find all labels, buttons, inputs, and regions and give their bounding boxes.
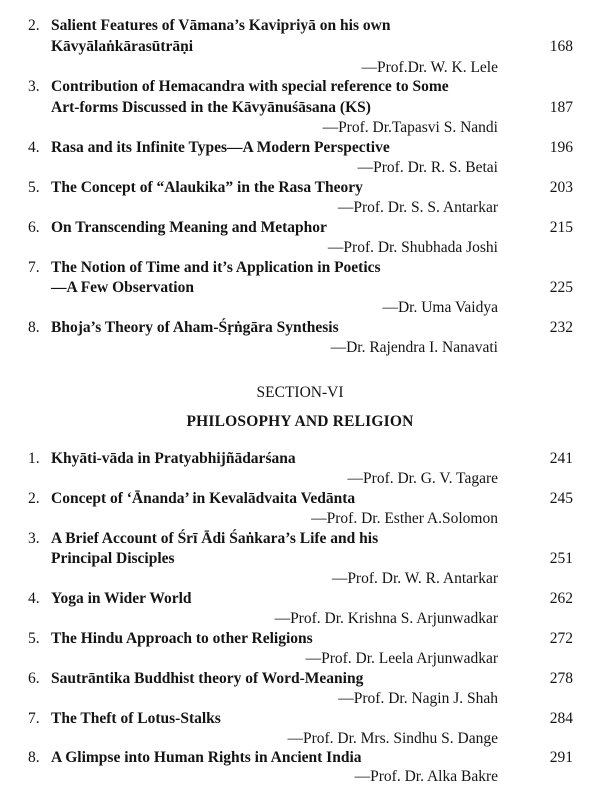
entry-number: 2.: [28, 17, 40, 34]
page-number: 262: [549, 590, 573, 607]
entry-number: 3.: [28, 78, 40, 95]
entry-number: 7.: [28, 259, 40, 276]
entry-title: A Glimpse into Human Rights in Ancient India: [51, 749, 362, 766]
entry-number: 8.: [28, 319, 40, 336]
page-number: 251: [549, 550, 573, 567]
entry-author: —Prof. Dr. Leela Arjunwadkar: [305, 650, 498, 667]
page-number: 278: [549, 670, 573, 687]
entry-author: —Prof. Dr. Alka Bakre: [354, 768, 498, 785]
entry-number: 5.: [28, 630, 40, 647]
entry-number: 5.: [28, 179, 40, 196]
page-number: 225: [549, 279, 573, 296]
entry-author: —Dr. Rajendra I. Nanavati: [330, 339, 498, 356]
entry-title-cont: Kāvyālaṅkārasūtrāṇi: [51, 38, 194, 55]
entry-title-cont: —A Few Observation: [51, 279, 194, 296]
page-number: 168: [549, 38, 573, 55]
entry-author: —Prof. Dr. Shubhada Joshi: [327, 239, 498, 256]
page-number: 245: [549, 490, 573, 507]
entry-title: Yoga in Wider World: [51, 590, 192, 607]
page-number: 291: [549, 749, 573, 766]
entry-number: 6.: [28, 219, 40, 236]
page-number: 203: [549, 179, 573, 196]
entry-title: The Hindu Approach to other Religions: [51, 630, 313, 647]
page-number: 215: [549, 219, 573, 236]
page-number: 272: [549, 630, 573, 647]
entry-title: A Brief Account of Śrī Ādi Śaṅkara’s Life and his: [51, 530, 379, 547]
entry-title: Concept of ‘Ānanda’ in Kevalādvaita Vedānta: [51, 490, 356, 507]
entry-author: —Prof. Dr.Tapasvi S. Nandi: [322, 119, 498, 136]
entry-title: Contribution of Hemacandra with special reference to Some: [51, 78, 449, 95]
entry-author: —Prof. Dr. Krishna S. Arjunwadkar: [274, 610, 498, 627]
entry-number: 2.: [28, 490, 40, 507]
entry-title-cont: Art-forms Discussed in the Kāvyānuśāsana (KS): [51, 99, 371, 116]
entry-number: 4.: [28, 590, 40, 607]
entry-title: Salient Features of Vāmana’s Kavipriyā on his own: [51, 17, 391, 34]
page-number: 232: [549, 319, 573, 336]
entry-author: —Prof. Dr. Esther A.Solomon: [311, 510, 498, 527]
entry-title: Rasa and its Infinite Types—A Modern Perspective: [51, 139, 390, 156]
page-number: 284: [549, 710, 573, 727]
entry-author: —Prof.Dr. W. K. Lele: [361, 59, 498, 76]
entry-author: —Dr. Uma Vaidya: [382, 299, 498, 316]
entry-title: Khyāti-vāda in Pratyabhijñādarśana: [51, 450, 296, 467]
section-heading: PHILOSOPHY AND RELIGION: [186, 413, 414, 430]
entry-number: 4.: [28, 139, 40, 156]
entry-number: 3.: [28, 530, 40, 547]
entry-author: —Prof. Dr. W. R. Antarkar: [331, 570, 498, 587]
page-number: 196: [549, 139, 573, 156]
entry-title: The Notion of Time and it’s Application in Poetics: [51, 259, 381, 276]
entry-title: The Theft of Lotus-Stalks: [51, 710, 221, 727]
section-label: SECTION-VI: [256, 384, 344, 401]
entry-author: —Prof. Dr. R. S. Betai: [357, 159, 498, 176]
entry-number: 8.: [28, 749, 40, 766]
entry-author: —Prof. Dr. G. V. Tagare: [347, 470, 498, 487]
page-number: 187: [549, 99, 573, 116]
entry-title: Sautrāntika Buddhist theory of Word-Meaning: [51, 670, 364, 687]
entry-number: 1.: [28, 450, 40, 467]
entry-title: Bhoja’s Theory of Aham-Śṛṅgāra Synthesis: [51, 319, 339, 336]
entry-title: On Transcending Meaning and Metaphor: [51, 219, 327, 236]
entry-number: 7.: [28, 710, 40, 727]
entry-title-cont: Principal Disciples: [51, 550, 175, 567]
entry-title: The Concept of “Alaukika” in the Rasa Theory: [51, 179, 363, 196]
entry-number: 6.: [28, 670, 40, 687]
page-number: 241: [549, 450, 573, 467]
entry-author: —Prof. Dr. Mrs. Sindhu S. Dange: [287, 730, 498, 747]
entry-author: —Prof. Dr. S. S. Antarkar: [337, 199, 498, 216]
entry-author: —Prof. Dr. Nagin J. Shah: [338, 690, 498, 707]
